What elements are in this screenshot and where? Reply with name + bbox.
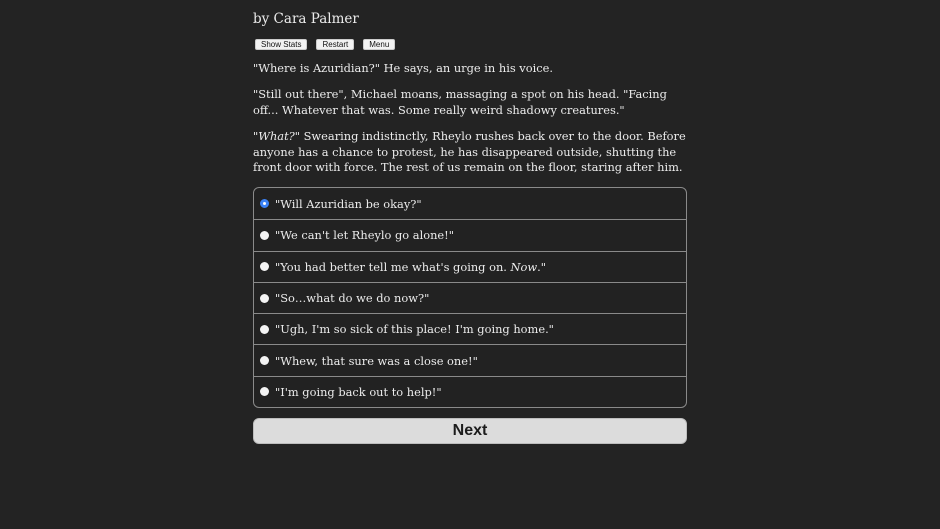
radio-icon[interactable] <box>260 325 269 334</box>
choice-option[interactable] <box>254 313 686 344</box>
author-byline: by Cara Palmer <box>253 11 359 27</box>
next-button[interactable]: Next <box>253 418 687 444</box>
choice-option[interactable] <box>254 251 686 282</box>
choice-label-part: "You had better tell me what's going on. <box>275 259 511 274</box>
italic-text: "What?" <box>253 129 300 143</box>
story-paragraph <box>253 129 687 176</box>
choice-label <box>275 260 546 274</box>
choice-option[interactable] <box>254 376 686 407</box>
choice-label: "Will Azuridian be okay?" <box>275 196 422 211</box>
choice-option[interactable] <box>254 219 686 250</box>
choice-label: "Whew, that sure was a close one!" <box>275 353 478 368</box>
choice-label: "We can't let Rheylo go alone!" <box>275 228 454 243</box>
choice-label: "So…what do we do now?" <box>275 291 430 306</box>
choice-label-italic: Now <box>510 259 538 274</box>
radio-selected-icon[interactable] <box>260 199 269 208</box>
story-paragraph: "Still out there", Michael moans, massaging a spot on his head. "Facing off... Whatever that was. Some really weird shadowy creatures." <box>253 87 667 117</box>
radio-icon[interactable] <box>260 387 269 396</box>
choice-list <box>253 187 687 408</box>
choice-option[interactable] <box>254 188 686 219</box>
choice-option[interactable] <box>254 282 686 313</box>
show-stats-button[interactable]: Show Stats <box>255 39 307 50</box>
choice-label: "Ugh, I'm so sick of this place! I'm going home." <box>275 322 554 337</box>
radio-icon[interactable] <box>260 262 269 271</box>
choice-label-part: ." <box>537 259 546 274</box>
menu-button[interactable]: Menu <box>363 39 395 50</box>
restart-button[interactable]: Restart <box>316 39 354 50</box>
radio-icon[interactable] <box>260 356 269 365</box>
choice-label: "I'm going back out to help!" <box>275 384 442 399</box>
choice-option[interactable] <box>254 344 686 375</box>
radio-icon[interactable] <box>260 294 269 303</box>
toolbar <box>255 39 395 50</box>
paragraph-text: Swearing indistinctly, Rheylo rushes back over to the door. Before anyone has a chance to protest, he has disappeared outside, shutting the front door with force. The rest of us remain on the floor, staring after him. <box>253 129 686 175</box>
story-paragraph: "Where is Azuridian?" He says, an urge in his voice. <box>253 61 553 75</box>
radio-icon[interactable] <box>260 231 269 240</box>
